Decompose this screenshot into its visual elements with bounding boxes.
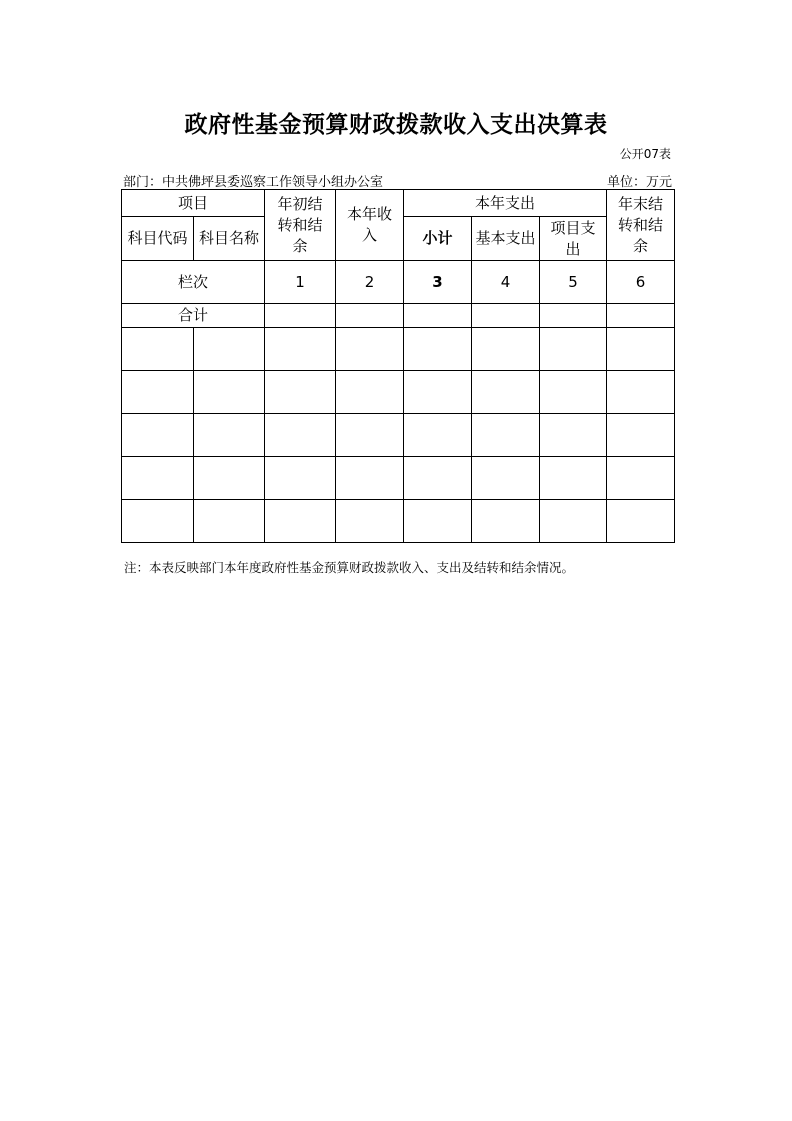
table-row <box>122 457 675 500</box>
table-cell <box>122 457 194 500</box>
table-cell <box>540 371 607 414</box>
table-cell <box>265 371 336 414</box>
col-no-2: 2 <box>336 261 404 304</box>
table-cell <box>404 371 472 414</box>
table-cell <box>404 500 472 543</box>
table-cell <box>265 328 336 371</box>
header-closing-balance-label: 年末结转和结余 <box>618 194 664 255</box>
table-cell <box>607 304 675 328</box>
budget-table <box>121 189 675 543</box>
table-cell <box>336 500 404 543</box>
table-cell <box>336 304 404 328</box>
header-subject-code: 科目代码 <box>122 217 194 261</box>
header-opening-balance <box>265 190 336 261</box>
table-cell <box>472 328 540 371</box>
table-cell <box>607 328 675 371</box>
header-income-label: 本年收入 <box>347 205 393 244</box>
table-cell <box>194 328 265 371</box>
column-index-row <box>122 261 675 304</box>
table-cell <box>265 500 336 543</box>
table-cell <box>336 457 404 500</box>
table-cell <box>194 371 265 414</box>
header-item: 项目 <box>122 190 265 217</box>
department-label: 部门：中共佛坪县委巡察工作领导小组办公室 <box>123 175 384 190</box>
table-row <box>122 500 675 543</box>
table-row <box>122 414 675 457</box>
table-cell <box>607 457 675 500</box>
table-cell <box>404 414 472 457</box>
table-cell <box>404 457 472 500</box>
header-income <box>336 190 404 261</box>
col-no-3: 3 <box>404 261 472 304</box>
table-cell <box>540 414 607 457</box>
col-no-4: 4 <box>472 261 540 304</box>
table-cell <box>472 304 540 328</box>
table-cell <box>122 328 194 371</box>
col-no-5: 5 <box>540 261 607 304</box>
form-code: 公开07表 <box>619 147 671 161</box>
table-cell <box>122 414 194 457</box>
unit-label: 单位：万元 <box>606 175 672 190</box>
table-cell <box>607 500 675 543</box>
header-subject-name: 科目名称 <box>194 217 265 261</box>
table-cell <box>336 328 404 371</box>
table-cell <box>404 304 472 328</box>
table-cell <box>194 414 265 457</box>
total-row <box>122 304 675 328</box>
table-cell <box>472 457 540 500</box>
table-cell <box>472 414 540 457</box>
table-cell <box>265 304 336 328</box>
table-cell <box>607 371 675 414</box>
table-cell <box>336 371 404 414</box>
table-cell <box>540 500 607 543</box>
footnote: 注：本表反映部门本年度政府性基金预算财政拨款收入、支出及结转和结余情况。 <box>124 560 575 575</box>
header-row-1 <box>122 190 675 217</box>
table-cell <box>540 457 607 500</box>
col-no-1: 1 <box>265 261 336 304</box>
table-cell <box>540 328 607 371</box>
table-cell <box>265 414 336 457</box>
table-cell <box>194 457 265 500</box>
header-project-exp-label: 项目支出 <box>550 218 596 258</box>
table-cell <box>194 500 265 543</box>
table-cell <box>122 500 194 543</box>
header-project-exp <box>540 217 607 261</box>
table-cell <box>472 371 540 414</box>
total-label: 合计 <box>122 304 265 328</box>
table-row <box>122 371 675 414</box>
table-cell <box>607 414 675 457</box>
header-opening-balance-label: 年初结转和结余 <box>277 194 323 255</box>
table-cell <box>472 500 540 543</box>
header-closing-balance <box>607 190 675 261</box>
table-row <box>122 328 675 371</box>
header-expenditure: 本年支出 <box>404 190 607 217</box>
table-cell <box>336 414 404 457</box>
table-cell <box>265 457 336 500</box>
table-cell <box>404 328 472 371</box>
header-basic-exp: 基本支出 <box>472 217 540 261</box>
header-subtotal: 小计 <box>404 217 472 261</box>
col-no-6: 6 <box>607 261 675 304</box>
page-title: 政府性基金预算财政拨款收入支出决算表 <box>184 112 608 138</box>
column-index-label: 栏次 <box>122 261 265 304</box>
table-cell <box>540 304 607 328</box>
table-cell <box>122 371 194 414</box>
